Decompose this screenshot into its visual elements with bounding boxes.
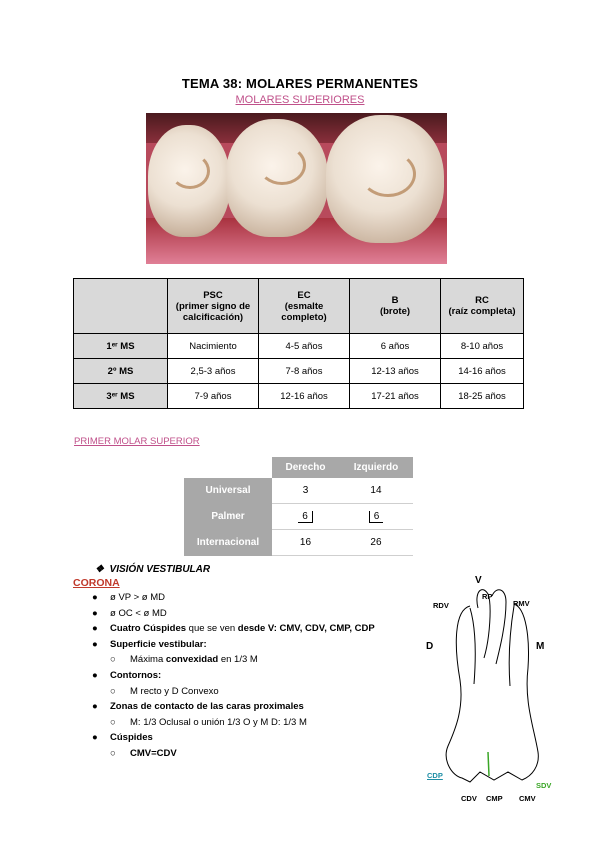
diamond-bullet-icon: ❖ bbox=[95, 564, 104, 575]
table-header-b: B (brote) bbox=[350, 279, 441, 334]
molars-photo bbox=[146, 113, 447, 264]
corona-list bbox=[92, 590, 375, 762]
numbering-row bbox=[184, 504, 413, 530]
table-row bbox=[74, 359, 524, 384]
list-item: ● ø VP > ø MD bbox=[92, 590, 375, 606]
label-d: D bbox=[426, 641, 434, 652]
numbering-header-right: Derecho bbox=[272, 457, 339, 478]
page-subtitle: MOLARES SUPERIORES bbox=[235, 94, 365, 106]
row-label: 2º MS bbox=[74, 359, 168, 384]
palmer-quadrant-left: 6 bbox=[369, 511, 384, 523]
numbering-value: 3 bbox=[272, 478, 339, 504]
label-m: M bbox=[536, 641, 545, 652]
photo-groove bbox=[170, 153, 210, 189]
table-corner-cell bbox=[74, 279, 168, 334]
list-item: ● Zonas de contacto de las caras proximales bbox=[92, 699, 375, 715]
list-item: ● ø OC < ø MD bbox=[92, 606, 375, 622]
bullet-icon: ● bbox=[92, 701, 98, 713]
numbering-value bbox=[272, 504, 339, 530]
label-cmp: CMP bbox=[486, 794, 503, 803]
list-item: ● Cúspides bbox=[92, 730, 375, 746]
bullet-icon: ● bbox=[92, 669, 98, 681]
numbering-value: 16 bbox=[272, 530, 339, 556]
numbering-row bbox=[184, 478, 413, 504]
numbering-label: Palmer bbox=[184, 504, 272, 530]
circle-bullet-icon: ○ bbox=[110, 747, 116, 759]
table-cell: 17-21 años bbox=[350, 384, 441, 409]
sdv-line bbox=[488, 752, 489, 776]
page-title: TEMA 38: MOLARES PERMANENTES bbox=[181, 76, 419, 91]
palmer-quadrant-right: 6 bbox=[298, 511, 313, 523]
label-sdv: SDV bbox=[536, 781, 552, 790]
table-header-ec: EC (esmalte completo) bbox=[259, 279, 350, 334]
table-cell: 2,5-3 años bbox=[168, 359, 259, 384]
numbering-label: Internacional bbox=[184, 530, 272, 556]
numbering-header-left: Izquierdo bbox=[339, 457, 413, 478]
table-cell: 18-25 años bbox=[441, 384, 524, 409]
list-item: ● Superficie vestibular: bbox=[92, 637, 375, 653]
table-row bbox=[74, 384, 524, 409]
circle-bullet-icon: ○ bbox=[110, 685, 116, 697]
table-cell: 6 años bbox=[350, 334, 441, 359]
numbering-value: 26 bbox=[339, 530, 413, 556]
photo-groove bbox=[360, 151, 416, 197]
table-cell: 14-16 años bbox=[441, 359, 524, 384]
label-v: V bbox=[475, 575, 482, 586]
table-cell: 7-9 años bbox=[168, 384, 259, 409]
bullet-icon: ● bbox=[92, 607, 98, 619]
numbering-header-row bbox=[184, 457, 413, 478]
row-label: 3ᵉʳ MS bbox=[74, 384, 168, 409]
label-rmv: RMV bbox=[513, 599, 530, 608]
numbering-table bbox=[184, 457, 413, 556]
vision-heading: ❖ VISIÓN VESTIBULAR bbox=[95, 564, 211, 575]
list-subitem: ○ Máxima convexidad en 1/3 M bbox=[92, 652, 375, 668]
numbering-row bbox=[184, 530, 413, 556]
table-cell: Nacimiento bbox=[168, 334, 259, 359]
table-row bbox=[74, 334, 524, 359]
table-header-psc: PSC (primer signo de calcificación) bbox=[168, 279, 259, 334]
circle-bullet-icon: ○ bbox=[110, 654, 116, 666]
table-cell: 12-13 años bbox=[350, 359, 441, 384]
table-header-rc: RC (raíz completa) bbox=[441, 279, 524, 334]
bullet-icon: ● bbox=[92, 732, 98, 744]
table-cell: 12-16 años bbox=[259, 384, 350, 409]
numbering-label: Universal bbox=[184, 478, 272, 504]
list-item: ● Cuatro Cúspides que se ven desde V: CMV, CDV, CMP, CDP bbox=[92, 621, 375, 637]
numbering-corner bbox=[184, 457, 272, 478]
numbering-value bbox=[339, 504, 413, 530]
list-subitem: ○ M: 1/3 Oclusal o unión 1/3 O y M D: 1/3 M bbox=[92, 715, 375, 731]
table-cell: 8-10 años bbox=[441, 334, 524, 359]
numbering-value: 14 bbox=[339, 478, 413, 504]
circle-bullet-icon: ○ bbox=[110, 716, 116, 728]
table-header-row bbox=[74, 279, 524, 334]
table-cell: 4-5 años bbox=[259, 334, 350, 359]
label-cdp: CDP bbox=[427, 771, 443, 780]
label-cmv: CMV bbox=[519, 794, 536, 803]
label-rdv: RDV bbox=[433, 601, 449, 610]
bullet-icon: ● bbox=[92, 592, 98, 603]
bullet-icon: ● bbox=[92, 623, 98, 635]
section-heading: PRIMER MOLAR SUPERIOR bbox=[74, 436, 200, 447]
corona-heading: CORONA bbox=[73, 577, 120, 589]
label-cdv: CDV bbox=[461, 794, 477, 803]
molar-outline bbox=[446, 590, 538, 782]
photo-groove bbox=[258, 145, 306, 185]
label-rp: RP bbox=[482, 592, 493, 601]
table-cell: 7-8 años bbox=[259, 359, 350, 384]
list-subitem: ○ CMV=CDV bbox=[92, 746, 375, 762]
bullet-icon: ● bbox=[92, 638, 98, 650]
list-subitem: ○ M recto y D Convexo bbox=[92, 684, 375, 700]
row-label: 1ᵉʳ MS bbox=[74, 334, 168, 359]
list-item: ● Contornos: bbox=[92, 668, 375, 684]
development-table bbox=[73, 278, 524, 409]
